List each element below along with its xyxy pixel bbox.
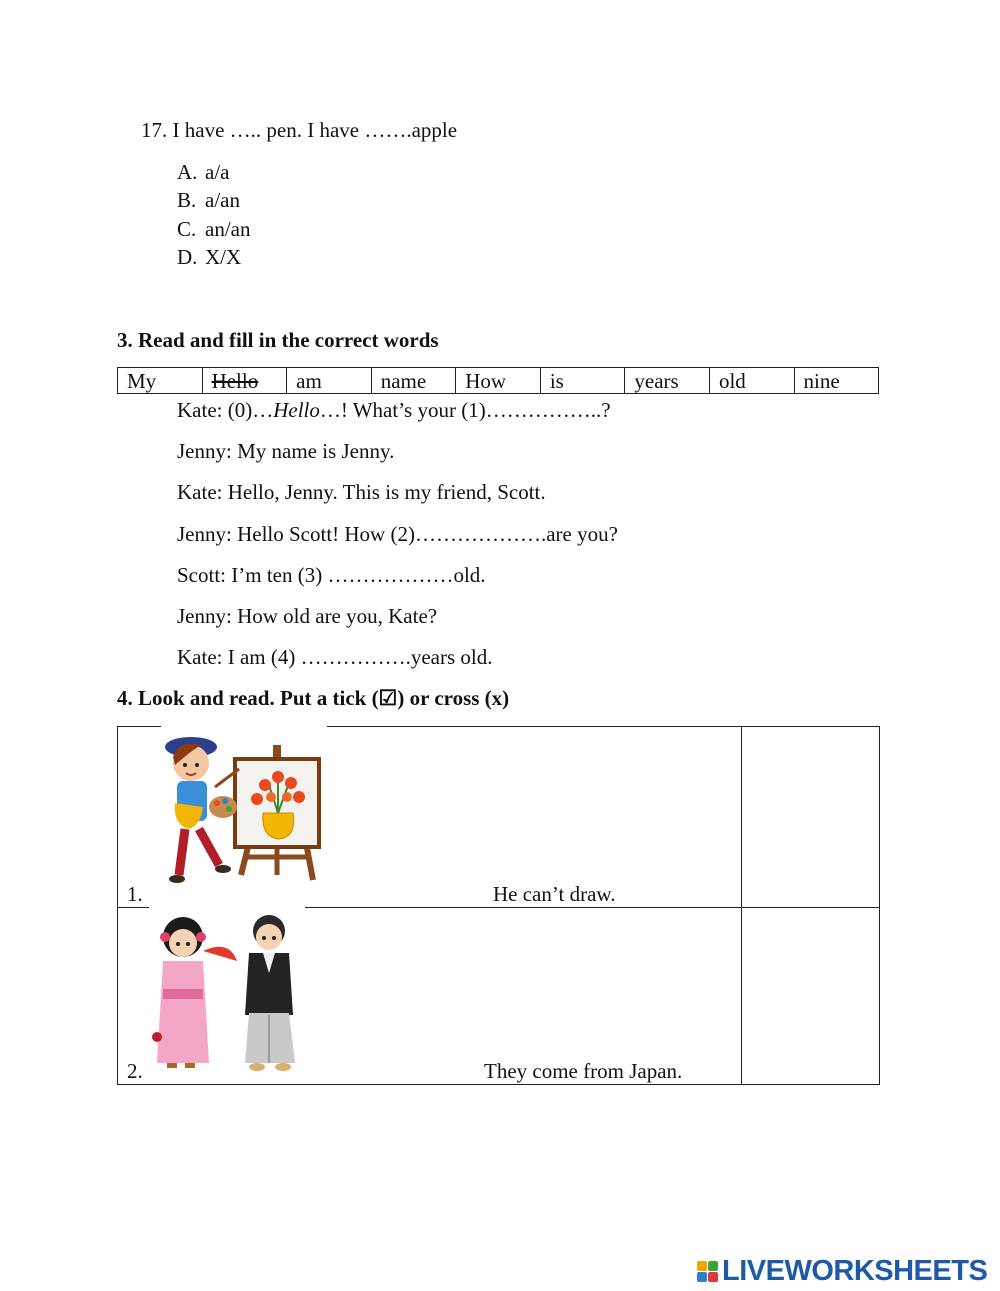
dialogue-prefix: Kate: (0)… <box>177 398 274 422</box>
logo-text: LIVEWORKSHEETS <box>722 1254 988 1287</box>
dialogue-line-0 <box>177 400 611 421</box>
word-bank-cell: nine <box>803 369 840 393</box>
option-c[interactable] <box>177 219 250 240</box>
option-text: a/a <box>205 160 230 184</box>
table-row <box>118 727 879 908</box>
dialogue-line-6: Kate: I am (4) …………….years old. <box>177 645 493 669</box>
option-text: a/an <box>205 188 240 212</box>
word-bank-cell: My <box>118 368 203 393</box>
option-d[interactable] <box>177 247 241 268</box>
section-4-heading: 4. Look and read. Put a tick (☑) or cross (x) <box>117 686 510 710</box>
option-letter: B. <box>177 188 197 212</box>
tick-table <box>117 726 880 1085</box>
dialogue-line-5: Jenny: How old are you, Kate? <box>177 604 438 628</box>
row-sentence: They come from Japan. <box>484 1059 683 1083</box>
dialogue-line-3: Jenny: Hello Scott! How (2)……………….are you? <box>177 522 618 546</box>
dialogue-line-1: Jenny: My name is Jenny. <box>177 439 395 463</box>
section-3-heading: 3. Read and fill in the correct words <box>117 328 439 352</box>
logo-mark-icon <box>697 1261 718 1282</box>
question-17-stem: 17. I have ….. pen. I have …….apple <box>141 118 458 142</box>
option-letter: A. <box>177 160 198 184</box>
option-a[interactable] <box>177 162 229 183</box>
word-bank-cell: is <box>541 368 626 393</box>
word-bank-cell: How <box>456 368 541 393</box>
table-row <box>118 907 879 1084</box>
option-text: X/X <box>205 245 242 269</box>
row-number: 2. <box>127 1059 143 1083</box>
word-bank <box>117 367 879 394</box>
row-number: 1. <box>127 882 143 906</box>
dialogue-suffix: …! What’s your (1)……………..? <box>319 398 611 422</box>
option-letter: C. <box>177 217 197 241</box>
word-bank-cell: am <box>287 368 372 393</box>
word-bank-cell-crossed: Hello <box>203 368 288 393</box>
dialogue-line-2: Kate: Hello, Jenny. This is my friend, Scott. <box>177 480 546 504</box>
word-bank-cell: name <box>372 368 457 393</box>
word-bank-cell: old <box>710 368 795 393</box>
boy-painting-image <box>161 725 327 895</box>
tick-answer-cell[interactable] <box>742 907 880 1084</box>
example-answer: Hello <box>273 398 320 422</box>
word-bank-cell: years <box>625 368 710 393</box>
row-sentence: He can’t draw. <box>493 882 616 906</box>
option-text: an/an <box>205 217 251 241</box>
option-letter: D. <box>177 245 198 269</box>
option-b[interactable] <box>177 190 240 211</box>
tick-answer-cell[interactable] <box>742 727 880 907</box>
dialogue-line-4: Scott: I’m ten (3) ………………old. <box>177 563 486 587</box>
japanese-children-image <box>149 903 305 1079</box>
liveworksheets-logo <box>697 1256 987 1286</box>
